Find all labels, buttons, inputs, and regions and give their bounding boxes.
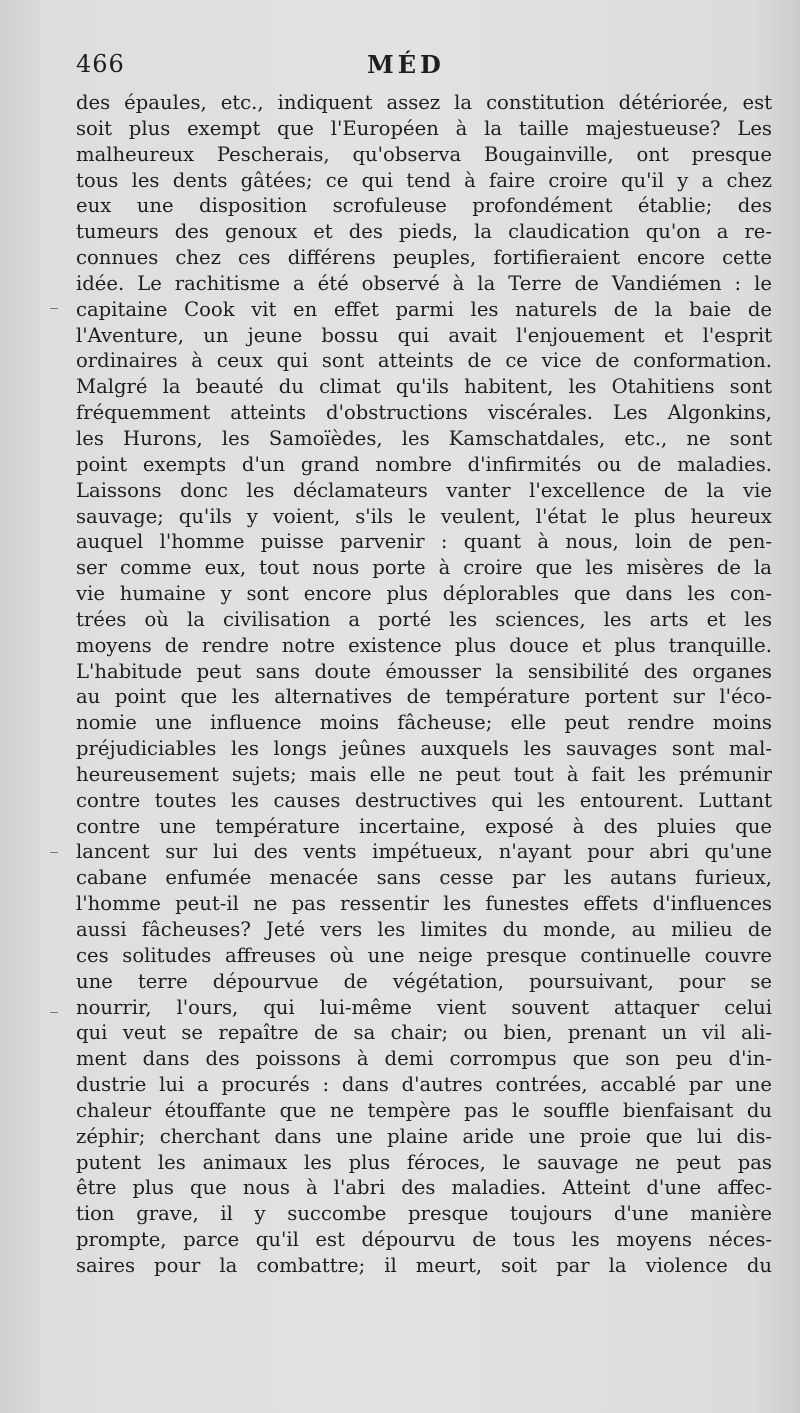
margin-mark [50, 308, 58, 309]
text-line: lancent sur lui des vents impétueux, n'ayant pour abri qu'une [76, 840, 772, 864]
text-line: ordinaires à ceux qui sont atteints de ce vice de conformation. [76, 349, 772, 373]
text-line: une terre dépourvue de végétation, poursuivant, pour se [76, 969, 772, 993]
text-line: Malgré la beauté du climat qu'ils habitent, les Otahitiens sont [76, 375, 772, 399]
text-line: auquel l'homme puisse parvenir : quant à nous, loin de pen- [76, 530, 772, 554]
text-line: connues chez ces différens peuples, fortifieraient encore cette [76, 246, 772, 270]
text-line: l'homme peut-il ne pas ressentir les funestes effets d'influences [76, 892, 772, 916]
text-line: nomie une influence moins fâcheuse; elle peut rendre moins [76, 711, 772, 735]
text-line: au point que les alternatives de température portent sur l'éco- [76, 685, 772, 709]
text-line: trées où la civilisation a porté les sciences, les arts et les [76, 607, 772, 631]
text-line: soit plus exempt que l'Européen à la taille majestueuse? Les [76, 116, 772, 140]
text-line: L'habitude peut sans doute émousser la sensibilité des organes [76, 659, 772, 683]
running-head [76, 50, 736, 84]
text-line: zéphir; cherchant dans une plaine aride une proie que lui dis- [76, 1124, 772, 1148]
text-line: tumeurs des genoux et des pieds, la claudication qu'on a re- [76, 220, 772, 244]
margin-mark [50, 1012, 58, 1013]
text-line: aussi fâcheuses? Jeté vers les limites du monde, au milieu de [76, 918, 772, 941]
text-line: capitaine Cook vit en effet parmi les naturels de la baie de [76, 297, 772, 321]
text-line: sauvage; qu'ils y voient, s'ils le veulent, l'état le plus heureux [76, 504, 772, 528]
text-line: être plus que nous à l'abri des maladies. Atteint d'une affec- [76, 1176, 772, 1200]
text-line: eux une disposition scrofuleuse profondément établie; des [76, 194, 772, 218]
text-line: fréquemment atteints d'obstructions viscérales. Les Algonkins, [76, 401, 772, 425]
text-line: point exempts d'un grand nombre d'infirmités ou de maladies. [76, 452, 772, 476]
text-line: putent les animaux les plus féroces, le sauvage ne peut pas [76, 1150, 772, 1174]
text-line: idée. Le rachitisme a été observé à la Terre de Vandiémen : le [76, 271, 772, 295]
text-line: ser comme eux, tout nous porte à croire que les misères de la [76, 556, 772, 580]
text-line: Laissons donc les déclamateurs vanter l'excellence de la vie [76, 478, 772, 502]
text-line: les Hurons, les Samoïèdes, les Kamschatdales, etc., ne sont [76, 426, 772, 450]
text-line: contre toutes les causes destructives qui les entourent. Luttant [76, 788, 772, 812]
text-line: tous les dents gâtées; ce qui tend à faire croire qu'il y a chez [76, 168, 772, 192]
text-line: nourrir, l'ours, qui lui-même vient souvent attaquer celui [76, 995, 772, 1019]
text-line: contre une température incertaine, exposé à des pluies que [76, 814, 772, 838]
text-line: heureusement sujets; mais elle ne peut tout à fait les prémunir [76, 762, 772, 786]
text-line: saires pour la combattre; il meurt, soit par la violence du [76, 1253, 772, 1277]
text-line: ces solitudes affreuses où une neige presque continuelle couvre [76, 943, 772, 967]
section-title: MÉD [367, 50, 445, 79]
text-line: malheureux Pescherais, qu'observa Bougainville, ont presque [76, 142, 772, 166]
margin-mark [50, 852, 58, 853]
text-line: tion grave, il y succombe presque toujours d'une manière [76, 1202, 772, 1226]
text-line: prompte, parce qu'il est dépourvu de tous les moyens néces- [76, 1228, 772, 1252]
body-text [76, 90, 772, 1279]
text-line: des épaules, etc., indiquent assez la constitution détériorée, est [76, 91, 772, 114]
text-line: qui veut se repaître de sa chair; ou bien, prenant un vil ali- [76, 1021, 772, 1045]
text-line: chaleur étouffante que ne tempère pas le souffle bienfaisant du [76, 1098, 772, 1122]
text-line: ment dans des poissons à demi corrompus que son peu d'in- [76, 1047, 772, 1071]
text-line: vie humaine y sont encore plus déplorables que dans les con- [76, 582, 772, 606]
text-line: cabane enfumée menacée sans cesse par les autans furieux, [76, 866, 772, 890]
text-line: moyens de rendre notre existence plus douce et plus tranquille. [76, 633, 772, 657]
page-number: 466 [76, 50, 125, 78]
text-line: dustrie lui a procurés : dans d'autres contrées, accablé par une [76, 1073, 772, 1097]
text-line: l'Aventure, un jeune bossu qui avait l'enjouement et l'esprit [76, 323, 772, 347]
text-line: préjudiciables les longs jeûnes auxquels les sauvages sont mal- [76, 737, 772, 761]
